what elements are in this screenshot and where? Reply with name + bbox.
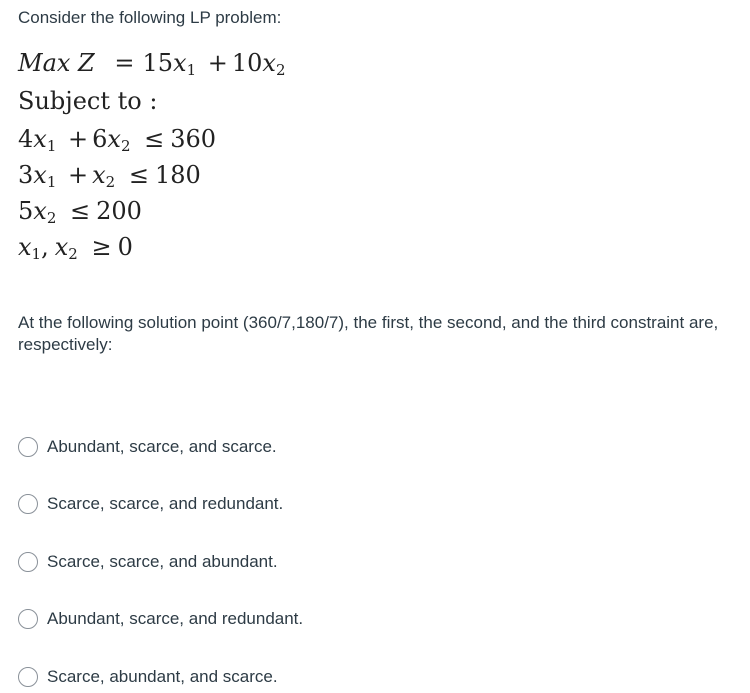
coef: 4 bbox=[18, 125, 34, 153]
subscript: 2 bbox=[46, 209, 57, 227]
var: x bbox=[33, 197, 47, 225]
var: x bbox=[173, 49, 187, 77]
coef: 15 bbox=[142, 49, 174, 77]
relation-sign: ≤ bbox=[128, 161, 149, 189]
relation-sign: ≤ bbox=[70, 197, 91, 225]
plus-sign: + bbox=[68, 125, 89, 153]
comma: , bbox=[41, 233, 49, 261]
question-text: At the following solution point (360/7,180/7), the first, the second, and the third constraint are, respectively: bbox=[18, 313, 719, 354]
subject-to-label: Subject to : bbox=[18, 87, 158, 115]
relation-sign: ≥ bbox=[91, 233, 112, 261]
answer-option-1[interactable] bbox=[18, 432, 277, 462]
rhs: 200 bbox=[96, 197, 142, 225]
radio-button[interactable] bbox=[18, 494, 38, 514]
equals-sign: = bbox=[114, 49, 135, 77]
nonnegativity-constraint bbox=[18, 232, 133, 262]
subscript: 2 bbox=[275, 61, 286, 79]
subscript: 1 bbox=[186, 61, 197, 79]
radio-button[interactable] bbox=[18, 609, 38, 629]
subscript: 1 bbox=[46, 137, 57, 155]
subscript: 2 bbox=[120, 137, 131, 155]
rhs: 360 bbox=[170, 125, 217, 153]
var: x bbox=[92, 161, 106, 189]
var: x bbox=[33, 125, 47, 153]
constraint-2 bbox=[18, 160, 201, 190]
answer-option-3[interactable] bbox=[18, 547, 278, 577]
rhs: 180 bbox=[154, 161, 201, 189]
objective-label: Max Z bbox=[18, 49, 95, 77]
radio-button[interactable] bbox=[18, 667, 38, 687]
question-intro: Consider the following LP problem: bbox=[18, 8, 282, 27]
coef: 6 bbox=[92, 125, 108, 153]
relation-sign: ≤ bbox=[144, 125, 165, 153]
var: x bbox=[18, 233, 32, 261]
subscript: 1 bbox=[31, 245, 42, 263]
coef: 3 bbox=[18, 161, 34, 189]
var: x bbox=[54, 233, 69, 261]
coef: 10 bbox=[231, 49, 263, 77]
answer-label: Scarce, abundant, and scarce. bbox=[47, 667, 278, 686]
answer-label: Scarce, scarce, and abundant. bbox=[47, 552, 278, 571]
subscript: 1 bbox=[46, 173, 57, 191]
coef: 5 bbox=[18, 197, 34, 225]
answer-label: Abundant, scarce, and redundant. bbox=[47, 609, 304, 628]
constraint-3 bbox=[18, 196, 142, 226]
radio-button[interactable] bbox=[18, 437, 38, 457]
answer-label: Scarce, scarce, and redundant. bbox=[47, 494, 284, 513]
subscript: 2 bbox=[105, 173, 116, 191]
objective-function bbox=[18, 48, 286, 78]
rhs: 0 bbox=[117, 233, 133, 261]
radio-button[interactable] bbox=[18, 552, 38, 572]
answer-option-4[interactable] bbox=[18, 604, 303, 634]
var: x bbox=[262, 49, 276, 77]
answer-option-5[interactable] bbox=[18, 662, 278, 692]
answer-option-2[interactable] bbox=[18, 489, 283, 519]
var: x bbox=[33, 161, 47, 189]
constraint-1 bbox=[18, 124, 216, 154]
answer-label: Abundant, scarce, and scarce. bbox=[47, 437, 277, 456]
subscript: 2 bbox=[68, 245, 78, 263]
plus-sign: + bbox=[68, 161, 89, 189]
var: x bbox=[107, 125, 121, 153]
plus-sign: + bbox=[207, 49, 228, 77]
